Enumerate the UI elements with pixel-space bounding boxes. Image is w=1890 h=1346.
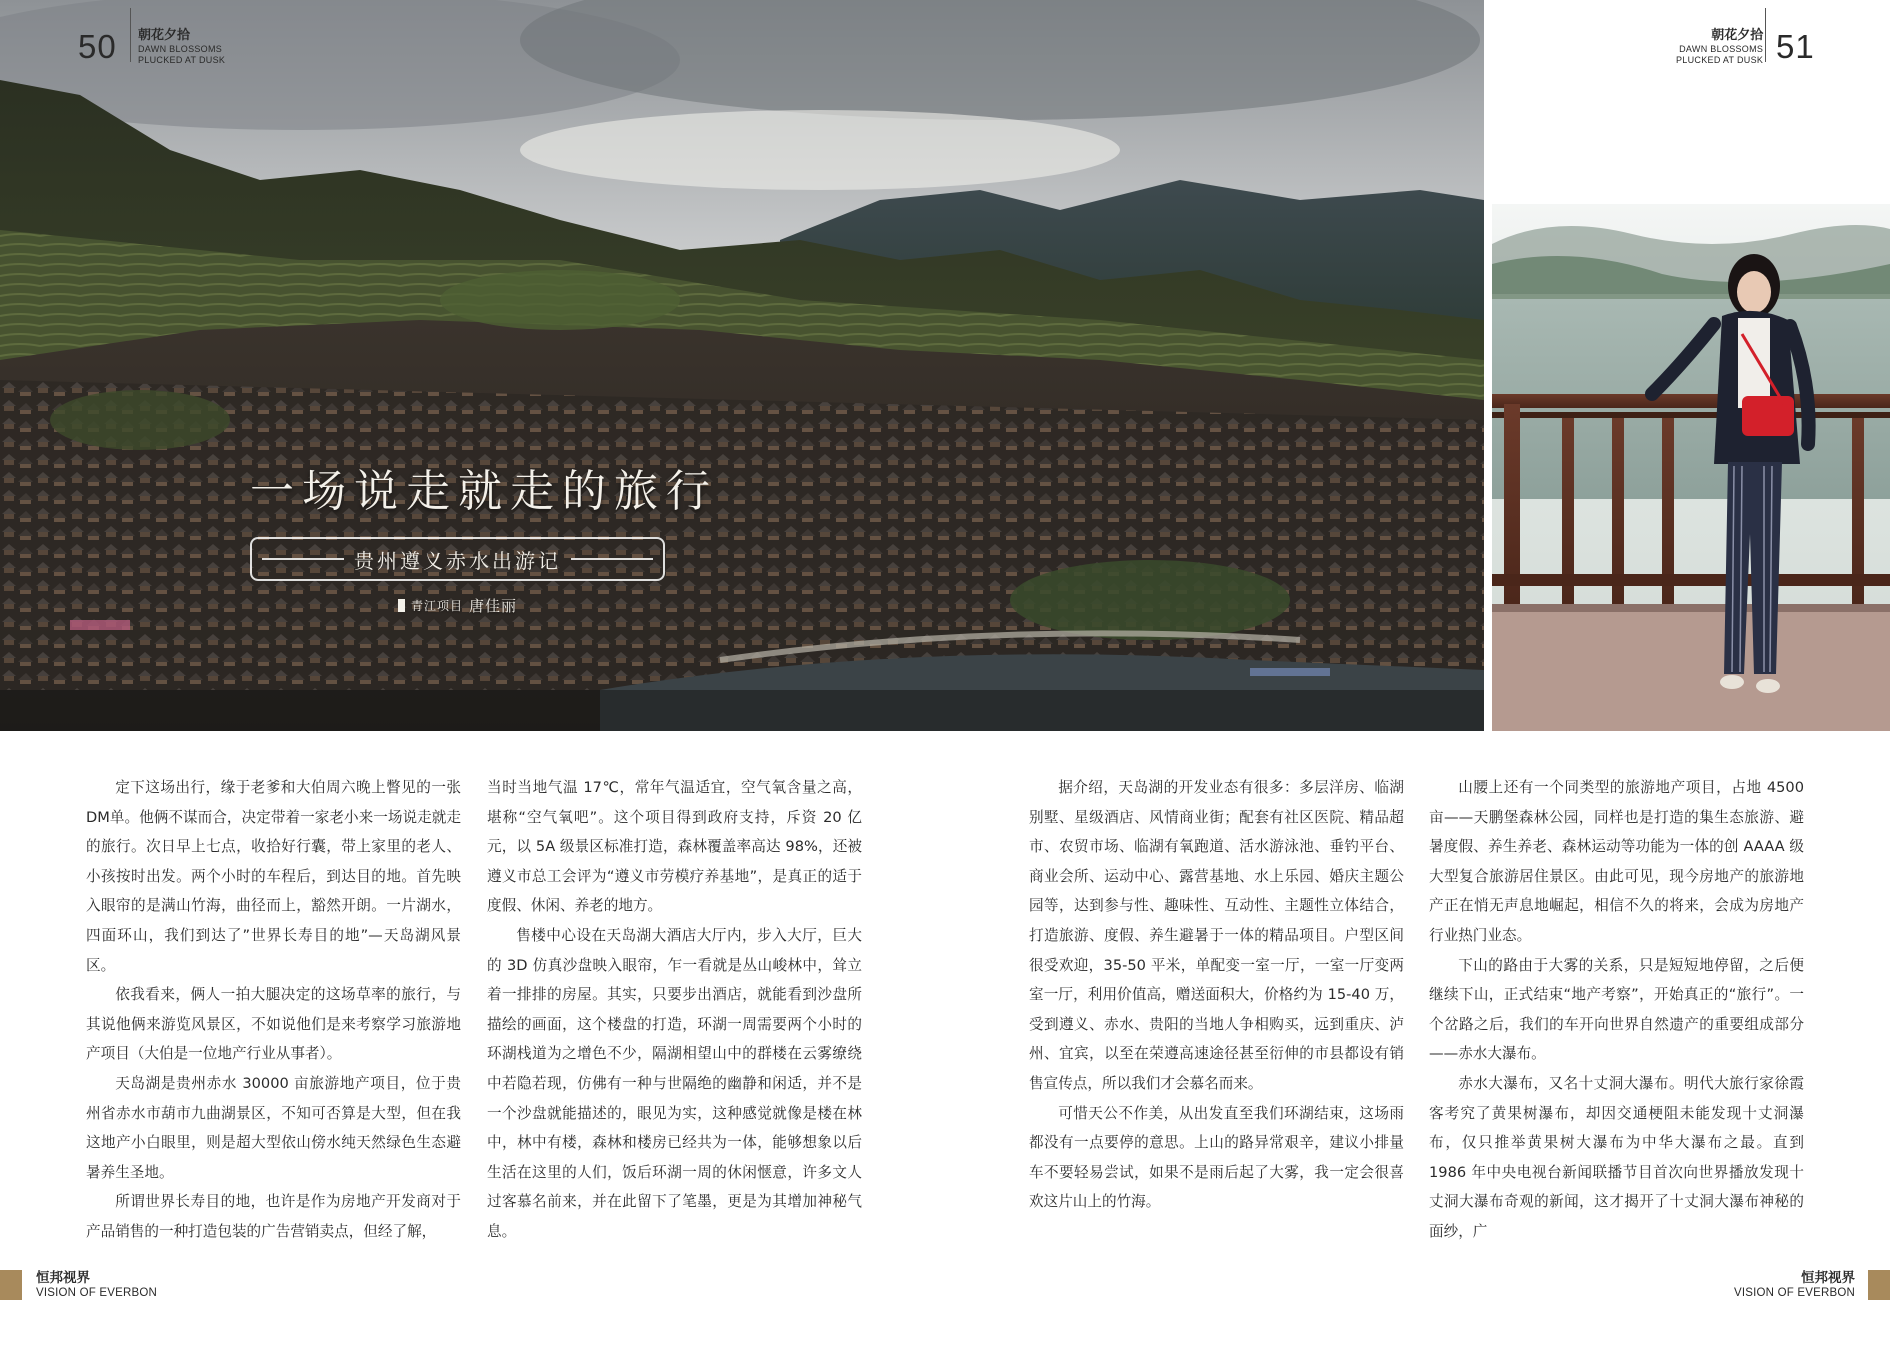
- footer-brand-right: [1734, 1270, 1855, 1300]
- hero-photo-village: [0, 0, 1484, 731]
- header-divider-left: [130, 8, 131, 62]
- paragraph: 依我看来，俩人一拍大腿决定的这场草率的旅行，与其说他俩来游览风景区，不如说他们是来考察学习旅游地产项目（大伯是一位地产行业从事者）。: [86, 986, 461, 1063]
- header-divider-right: [1765, 8, 1766, 62]
- paragraph: 可惜天公不作美，从出发直至我们环湖结束，这场雨都没有一点要停的意思。上山的路异常艰辛，建议小排量车不要轻易尝试，如果不是雨后起了大雾，我一定会很喜欢这片山上的竹海。: [1029, 1104, 1404, 1211]
- article-subtitle: 贵州遵义赤水出游记: [354, 548, 561, 573]
- footer-brand-cn: 恒邦视界: [36, 1270, 90, 1286]
- article-column-4: [1429, 773, 1804, 1247]
- subtitle-frame: [250, 537, 665, 581]
- byline-author: 唐佳丽: [469, 597, 518, 615]
- section-title-en-line2: PLUCKED AT DUSK: [1676, 55, 1764, 65]
- subtitle-rule-right: [571, 558, 653, 560]
- paragraph: 山腰上还有一个同类型的旅游地产项目，占地 4500 亩——天鹏堡森林公园，同样也是打造的集生态旅游、避暑度假、养生养老、森林运动等功能为一体的创 AAAA 级大型复合旅游居住景区。由此可见，现今房地产的旅游地产正在悄无声息地崛起，相信不久的将来，会成为房地产行业热门业态。: [1429, 779, 1804, 944]
- paragraph: 下山的路由于大雾的关系，只是短短地停留，之后便继续下山，正式结束“地产考察”，开始真正的“旅行”。一个岔路之后，我们的车开向世界自然遗产的重要组成部分——赤水大瀑布。: [1429, 956, 1804, 1063]
- woman-at-lake-illustration: [1492, 204, 1890, 731]
- running-head-right: [1676, 30, 1763, 66]
- footer-brand-en: VISION OF EVERBON: [36, 1287, 157, 1299]
- paragraph: 赤水大瀑布，又名十丈洞大瀑布。明代大旅行家徐霞客考究了黄果树瀑布，却因交通梗阻未能发现十丈洞瀑布，仅只推举黄果树大瀑布为中华大瀑布之最。直到 1986 年中央电视台新闻联播节目首次向世界播放发现十丈洞大瀑布奇观的新闻，这才揭开了十丈洞大瀑布神秘的面纱，广: [1429, 1074, 1804, 1240]
- subtitle-rule-left: [262, 558, 344, 560]
- section-title-en-line1: DAWN BLOSSOMS: [1679, 44, 1764, 54]
- article-column-2: [487, 773, 862, 1247]
- village-landscape-illustration: [0, 0, 1484, 731]
- footer-accent-bar-right: [1868, 1270, 1890, 1300]
- article-column-3: [1029, 773, 1404, 1217]
- byline-marker-icon: [398, 599, 405, 612]
- page-number-right: 51: [1776, 28, 1815, 65]
- paragraph-continued: 当时当地气温 17℃，常年气温适宜，空气氧含量之高，堪称“空气氧吧”。这个项目得到政府支持，斥资 20 亿元，以 5A 级景区标准打造，森林覆盖率高达 98%，还被遵义市总工会评为“遵义市劳模疗养基地”，是真正的适于度假、休闲、养老的地方。: [487, 779, 862, 915]
- running-head-left: [138, 30, 225, 66]
- footer-accent-bar-left: [0, 1270, 22, 1300]
- paragraph: 定下这场出行，缘于老爹和大伯周六晚上瞥见的一张DM单。他俩不谋而合，决定带着一家老小来一场说走就走的旅行。次日早上七点，收拾好行囊，带上家里的老人、小孩按时出发。两个小时的车程后，到达目的地。首先映入眼帘的是满山竹海，曲径而上，豁然开朗。一片湖水，四面环山，我们到达了”世界长寿目的地”—天岛湖风景区。: [86, 779, 461, 974]
- footer-brand-left: [36, 1270, 157, 1300]
- article-column-1: [86, 773, 461, 1247]
- byline: [398, 595, 718, 616]
- page-number-left: 50: [78, 28, 117, 65]
- section-title-cn: 朝花夕拾: [138, 28, 191, 43]
- section-title-cn: 朝花夕拾: [1711, 28, 1764, 43]
- byline-department: 青江项目: [411, 599, 464, 613]
- portrait-photo-lake: [1492, 204, 1890, 731]
- section-title-en-line1: DAWN BLOSSOMS: [138, 44, 223, 54]
- footer-brand-cn: 恒邦视界: [1800, 1270, 1855, 1286]
- paragraph: 据介绍，天岛湖的开发业态有很多：多层洋房、临湖别墅、星级酒店、风情商业街；配套有社区医院、精品超市、农贸市场、临湖有氧跑道、活水游泳池、垂钓平台、商业会所、运动中心、露营基地、水上乐园、婚庆主题公园等，达到参与性、趣味性、互动性、主题性立体结合，打造旅游、度假、养生避暑于一体的精品项目。户型区间很受欢迎，35-50 平米，单配变一室一厅，一室一厅变两室一厅，利用价值高，赠送面积大，价格约为 15-40 万，受到遵义、赤水、贵阳的当地人争相购买，远到重庆、泸州、宜宾，以至在荣遵高速途径甚至衍伸的市县都设有销售宣传点，所以我们才会慕名而来。: [1029, 779, 1404, 1092]
- paragraph: 所谓世界长寿目的地，也许是作为房地产开发商对于产品销售的一种打造包装的广告营销卖点，但经了解，: [86, 1193, 461, 1240]
- paragraph: 售楼中心设在天岛湖大酒店大厅内，步入大厅，巨大的 3D 仿真沙盘映入眼帘，乍一看就是丛山峻林中，耸立着一排排的房屋。其实，只要步出酒店，就能看到沙盘所描绘的画面，这个楼盘的打造，环湖一周需要两个小时的环湖栈道为之增色不少，隔湖相望山中的群楼在云雾缭绕中若隐若现，仿佛有一种与世隔绝的幽静和闲适，并不是一个沙盘就能描述的，眼见为实，这种感觉就像是楼在林中，林中有楼，森林和楼房已经共为一体，能够想象以后生活在这里的人们，饭后环湖一周的休闲惬意，许多文人过客慕名前来，并在此留下了笔墨，更是为其增加神秘气息。: [487, 926, 862, 1240]
- footer-brand-en: VISION OF EVERBON: [1734, 1287, 1855, 1299]
- article-title: 一场说走就走的旅行: [250, 466, 718, 517]
- paragraph: 天岛湖是贵州赤水 30000 亩旅游地产项目，位于贵州省赤水市葫市九曲湖景区，不知可否算是大型，但在我这地产小白眼里，则是超大型依山傍水纯天然绿色生态避暑养生圣地。: [86, 1074, 461, 1181]
- article-title-block: [250, 455, 718, 616]
- section-title-en-line2: PLUCKED AT DUSK: [138, 55, 226, 65]
